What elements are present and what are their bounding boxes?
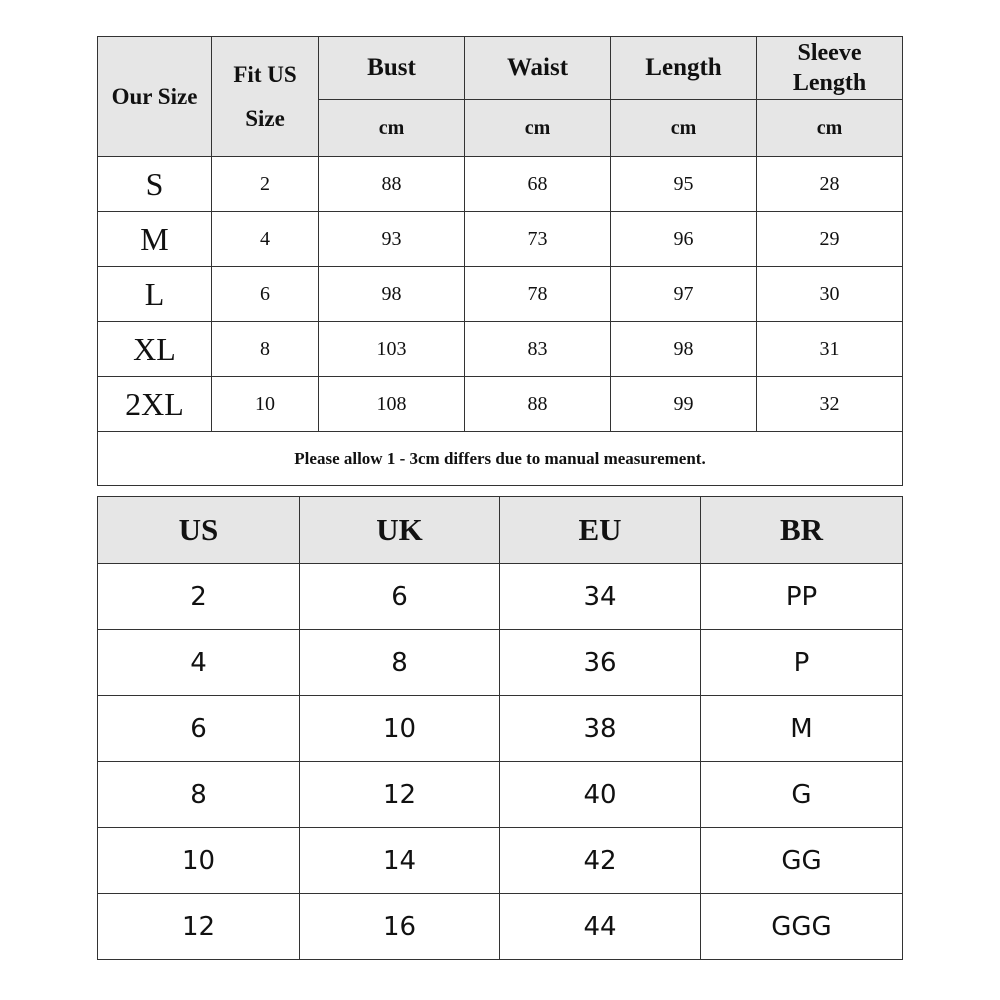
eu-value: 40 (500, 762, 701, 828)
sleeve-value: 32 (757, 377, 903, 432)
sleeve-value: 28 (757, 157, 903, 212)
br-value: GG (701, 828, 903, 894)
table-row (98, 267, 903, 322)
header-br: BR (701, 497, 903, 564)
header-sleeve-line1: Sleeve (797, 40, 862, 66)
unit-sleeve: cm (757, 100, 903, 157)
fit-us-value: 6 (212, 267, 319, 322)
length-value: 99 (611, 377, 757, 432)
header-uk: UK (300, 497, 500, 564)
unit-waist: cm (465, 100, 611, 157)
waist-value: 78 (465, 267, 611, 322)
us-value: 4 (98, 630, 300, 696)
eu-value: 38 (500, 696, 701, 762)
header-sleeve-line2: Length (792, 70, 867, 96)
table-row (98, 322, 903, 377)
br-value: M (701, 696, 903, 762)
bust-value: 108 (319, 377, 465, 432)
us-value: 12 (98, 894, 300, 960)
size-label: L (98, 267, 212, 322)
header-eu: EU (500, 497, 701, 564)
eu-value: 42 (500, 828, 701, 894)
table-row (98, 828, 903, 894)
header-length: Length (611, 37, 757, 100)
unit-bust: cm (319, 100, 465, 157)
uk-value: 12 (300, 762, 500, 828)
fit-us-value: 8 (212, 322, 319, 377)
uk-value: 8 (300, 630, 500, 696)
us-value: 10 (98, 828, 300, 894)
size-label: S (98, 157, 212, 212)
size-label: M (98, 212, 212, 267)
fit-us-value: 10 (212, 377, 319, 432)
uk-value: 10 (300, 696, 500, 762)
bust-value: 93 (319, 212, 465, 267)
us-value: 2 (98, 564, 300, 630)
header-sleeve-length (757, 37, 903, 100)
table-row (98, 564, 903, 630)
sleeve-value: 29 (757, 212, 903, 267)
eu-value: 34 (500, 564, 701, 630)
length-value: 97 (611, 267, 757, 322)
sleeve-value: 31 (757, 322, 903, 377)
uk-value: 14 (300, 828, 500, 894)
fit-us-value: 2 (212, 157, 319, 212)
fit-us-value: 4 (212, 212, 319, 267)
header-bust: Bust (319, 37, 465, 100)
table-row (98, 894, 903, 960)
bust-value: 103 (319, 322, 465, 377)
measurement-note: Please allow 1 - 3cm differs due to manual measurement. (98, 432, 903, 486)
bust-value: 88 (319, 157, 465, 212)
header-waist: Waist (465, 37, 611, 100)
us-value: 6 (98, 696, 300, 762)
table-row (98, 696, 903, 762)
length-value: 96 (611, 212, 757, 267)
table-row (98, 630, 903, 696)
waist-value: 68 (465, 157, 611, 212)
us-value: 8 (98, 762, 300, 828)
table-row (98, 157, 903, 212)
bust-value: 98 (319, 267, 465, 322)
waist-value: 88 (465, 377, 611, 432)
eu-value: 36 (500, 630, 701, 696)
uk-value: 16 (300, 894, 500, 960)
length-value: 98 (611, 322, 757, 377)
table-row (98, 212, 903, 267)
header-fit-us-line1: Fit US (233, 61, 297, 87)
unit-length: cm (611, 100, 757, 157)
waist-value: 73 (465, 212, 611, 267)
br-value: G (701, 762, 903, 828)
header-fit-us-size (212, 37, 319, 157)
size-chart-table (97, 36, 903, 486)
eu-value: 44 (500, 894, 701, 960)
br-value: GGG (701, 894, 903, 960)
waist-value: 83 (465, 322, 611, 377)
header-us: US (98, 497, 300, 564)
table-row (98, 762, 903, 828)
size-conversion-table (97, 496, 903, 960)
sleeve-value: 30 (757, 267, 903, 322)
uk-value: 6 (300, 564, 500, 630)
header-our-size: Our Size (98, 37, 212, 157)
size-label: XL (98, 322, 212, 377)
length-value: 95 (611, 157, 757, 212)
table-row (98, 377, 903, 432)
br-value: P (701, 630, 903, 696)
br-value: PP (701, 564, 903, 630)
header-fit-us-line2: Size (245, 105, 285, 131)
size-label: 2XL (98, 377, 212, 432)
